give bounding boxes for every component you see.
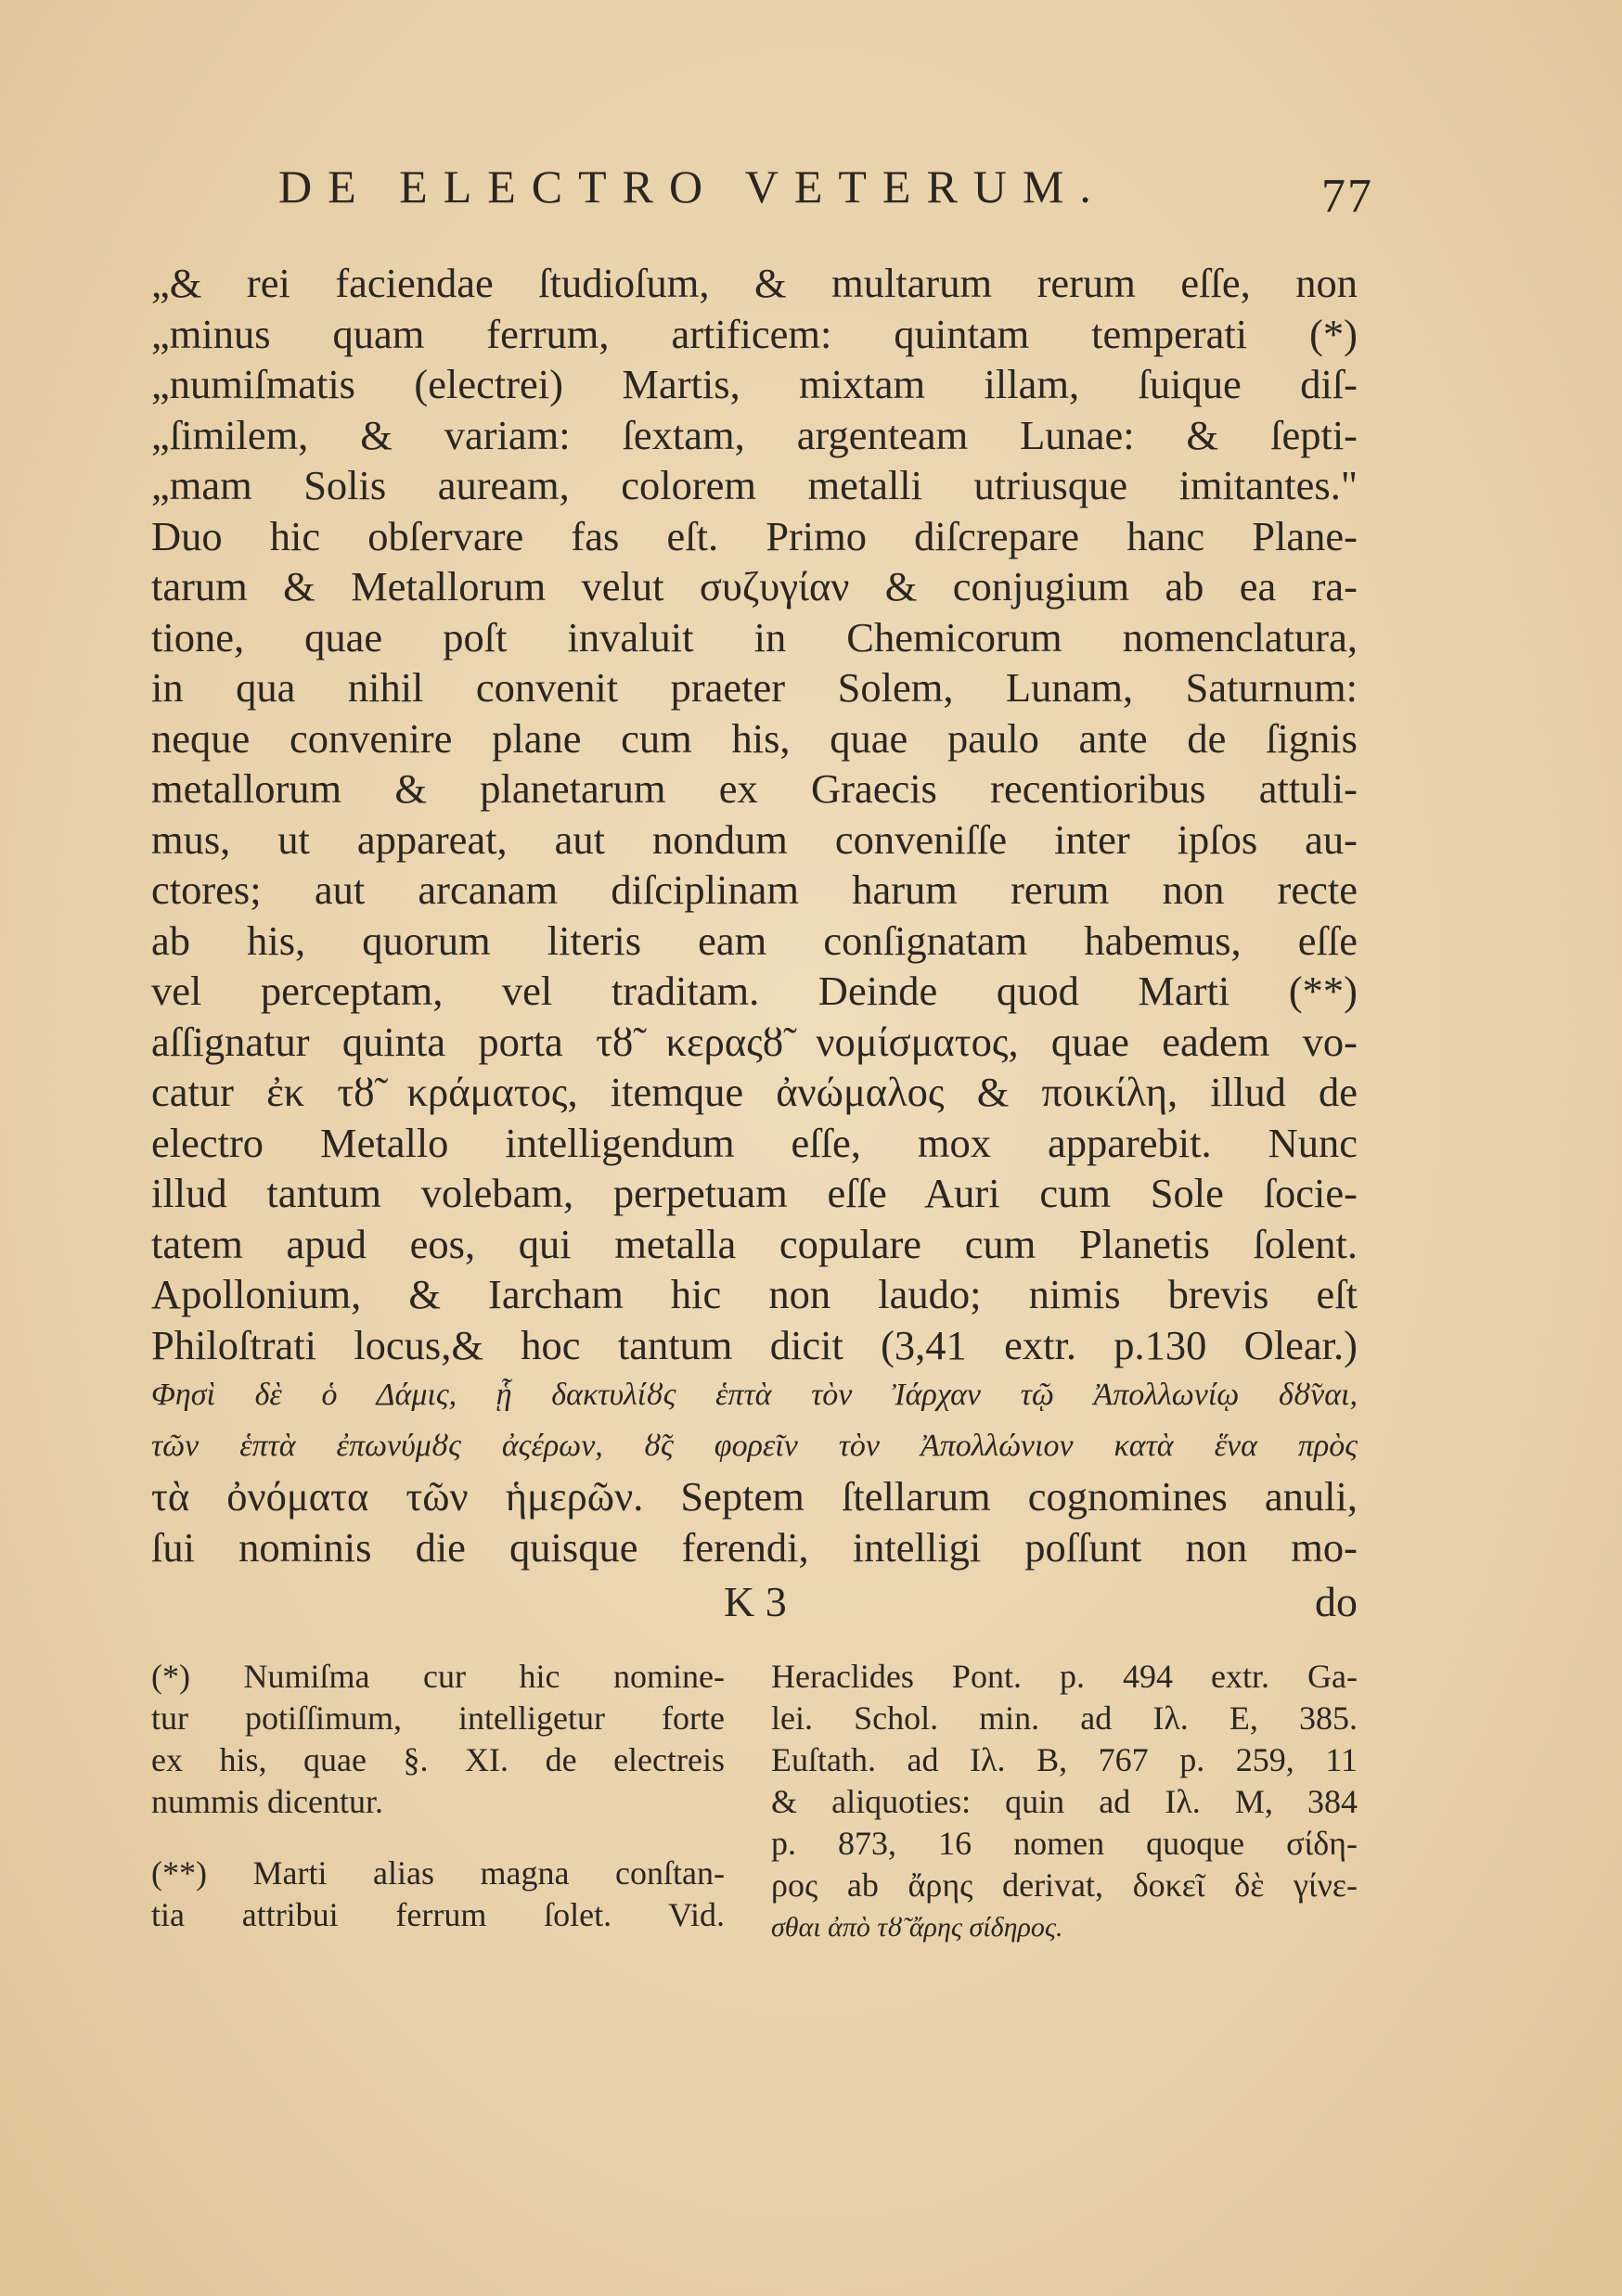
running-title: DE ELECTRO VETERUM. [278, 160, 1107, 212]
catchword: do [1315, 1578, 1358, 1625]
text-line: „& rei faciendae ſtudioſum, & multarum rerum eſſe, non [151, 260, 1358, 306]
footnote-line: & aliquoties: quin ad Ιλ. M, 384 [771, 1783, 1358, 1820]
text-line: aſſignatur quinta porta τȣ̃ κεραςȣ̃ νομίσματος, quae eadem vo- [151, 1018, 1358, 1065]
footnote-gap [151, 1823, 725, 1853]
greek-quote-line: τῶν ἑπτὰ ἐπωνύμȣς ἀςέρων, ȣ̃ς φορεῖν τὸν Ἀπολλώνιον κατὰ ἕνα πρὸς [151, 1428, 1358, 1463]
footnote-line: ρος ab ἄρης derivat, δοκεῖ δὲ γίνε- [771, 1866, 1358, 1904]
text-line: „numiſmatis (electrei) Martis, mixtam illam, ſuique diſ- [151, 361, 1358, 407]
text-line: neque convenire plane cum his, quae paulo ante de ſignis [151, 714, 1358, 762]
text-line: tione, quae poſt invaluit in Chemicorum nomenclatura, [151, 613, 1358, 661]
footnote-line: (*) Numiſma cur hic nomine- [151, 1658, 725, 1695]
footnote-line: tia attribui ferrum ſolet. Vid. [151, 1896, 725, 1933]
footnote-line: nummis dicentur. [151, 1783, 383, 1820]
page-header [278, 160, 1373, 224]
page-number: 77 [1321, 170, 1373, 223]
footnote-line: Heraclides Pont. p. 494 extr. Ga- [771, 1658, 1358, 1695]
footnote-line: (**) Marti alias magna conſtan- [151, 1854, 725, 1892]
text-line: „minus quam ferrum, artificem: quintam temperati (*) [151, 310, 1358, 357]
footnote-line: ex his, quae §. XI. de electreis [151, 1741, 725, 1778]
text-line: Apollonium, & Iarcham hic non laudo; nimis brevis eſt [151, 1271, 1358, 1317]
signature-mark: K 3 [724, 1578, 787, 1625]
text-line: ctores; aut arcanam diſciplinam harum rerum non recte [151, 866, 1358, 913]
text-line: ſui nominis die quisque ferendi, intelligi poſſunt non mo- [151, 1523, 1358, 1571]
text-line: electro Metallo intelligendum eſſe, mox apparebit. Nunc [151, 1119, 1358, 1166]
footnotes-right-column [771, 1656, 1358, 1948]
footnote-line: p. 873, 16 nomen quoque σίδη- [771, 1825, 1358, 1862]
footnote-line: lei. Schol. min. ad Ιλ. E, 385. [771, 1700, 1358, 1737]
text-line: catur ἐκ τȣ̃ κράματος, itemque ἀνώμαλος & ποικίλη, illud de [151, 1069, 1358, 1115]
text-line: „mam Solis auream, colorem metalli utriusque imitantes." [151, 462, 1358, 508]
text-line: τὰ ὀνόματα τῶν ἡμερῶν. Septem ſtellarum cognomines anuli, [151, 1473, 1358, 1520]
text-line: vel perceptam, vel traditam. Deinde quod Marti (**) [151, 968, 1358, 1014]
text-line: Philoſtrati locus,& hoc tantum dicit (3,41 extr. p.130 Olear.) [151, 1321, 1358, 1368]
text-line: mus, ut appareat, aut nondum conveniſſe inter ipſos au- [151, 815, 1358, 863]
text-line: „ſimilem, & variam: ſextam, argenteam Lunae: & ſepti- [151, 411, 1358, 458]
text-line: ab his, quorum literis eam conſignatam habemus, eſſe [151, 917, 1358, 964]
text-line: tarum & Metallorum velut συζυγίαν & conjugium ab ea ra- [151, 563, 1358, 609]
text-line: Duo hic obſervare fas eſt. Primo diſcrepare hanc Plane- [151, 512, 1358, 559]
catchline [151, 1577, 1358, 1633]
text-line: tatem apud eos, qui metalla copulare cum Planetis ſolent. [151, 1220, 1358, 1267]
footnote-line: Euſtath. ad Ιλ. B, 767 p. 259, 11 [771, 1741, 1358, 1778]
footnotes-left-column [151, 1656, 725, 1936]
footnote-line: σθαι ἀπὸ τȣ̃ ἄρης σίδηρος. [771, 1912, 1063, 1943]
main-text [151, 258, 1358, 1572]
greek-quote-line: Φησὶ δὲ ὁ Δάμις, ᾗ δακτυλίȣς ἑπτὰ τὸν Ἰάρχαν τῷ Ἀπολλωνίῳ δȣ̃ναι, [151, 1378, 1358, 1412]
footnote-line: tur potiſſimum, intelligetur forte [151, 1700, 725, 1737]
text-line: metallorum & planetarum ex Graecis recentioribus attuli- [151, 765, 1358, 812]
text-line: in qua nihil convenit praeter Solem, Lunam, Saturnum: [151, 664, 1358, 711]
text-line: illud tantum volebam, perpetuam eſſe Auri cum Sole ſocie- [151, 1170, 1358, 1216]
